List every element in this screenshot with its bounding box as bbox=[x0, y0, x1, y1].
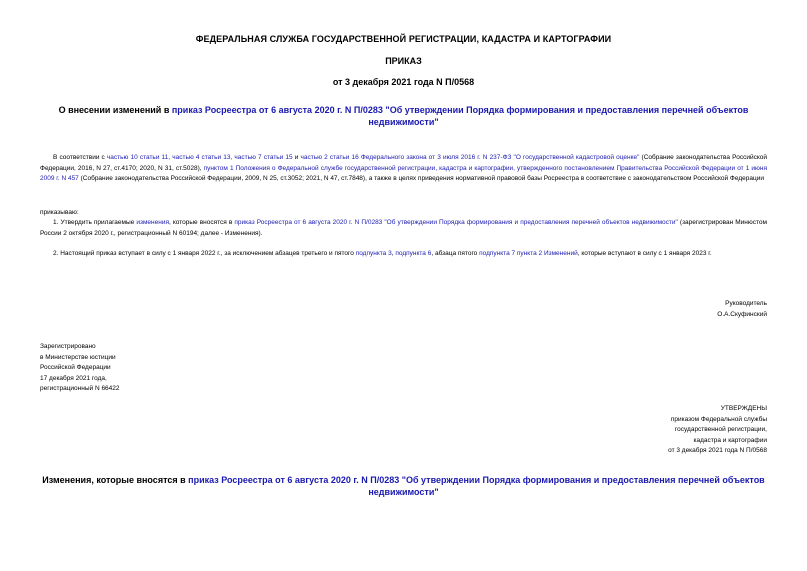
approved-line: кадастра и картографии bbox=[693, 436, 767, 444]
p3-text-2: , bbox=[391, 250, 396, 257]
approved-line: государственной регистрации, bbox=[674, 426, 767, 433]
approved-block bbox=[668, 404, 767, 457]
paragraph-item-1 bbox=[40, 218, 767, 239]
order-title-link[interactable]: приказ Росреестра от 6 августа 2020 г. N П/0283 "Об утверждении Порядка формирования и предоставления перечней объектов недвижимости" bbox=[171, 105, 749, 127]
p1-text-2: и bbox=[292, 154, 301, 161]
p2-link-changes[interactable]: изменения bbox=[136, 219, 169, 226]
p1-text-1: В соответствии с bbox=[53, 154, 107, 161]
p2-text-3: (зарегистрирован Минюстом России 2 октября 2020 г., регистрационный N 60194; далее - Изменения). bbox=[40, 219, 767, 237]
registration-line: регистрационный N 66422 bbox=[40, 385, 120, 392]
changes-title-prefix: Изменения, которые вносятся в bbox=[42, 475, 189, 485]
changes-title-link[interactable]: приказ Росреестра от 6 августа 2020 г. N П/0283 "Об утверждении Порядка формирования и предоставления перечней объектов недвижимости" bbox=[188, 475, 765, 497]
registration-line: в Министерстве юстиции bbox=[40, 353, 116, 361]
p1-link-law-articles[interactable]: частью 10 статьи 11, частью 4 статьи 13, частью 7 статьи 15 bbox=[106, 154, 293, 161]
registration-line: 17 декабря 2021 года, bbox=[40, 374, 107, 382]
p3-link-subitem-7[interactable]: подпункта 7 пункта 2 Изменений bbox=[479, 250, 578, 257]
p2-text-2: , которые вносятся в bbox=[168, 219, 235, 226]
order-title-prefix: О внесении изменений в bbox=[58, 105, 172, 115]
approved-line: УТВЕРЖДЕНЫ bbox=[720, 405, 767, 412]
p3-text-3: , абзаца пятого bbox=[431, 250, 480, 257]
p3-link-subitem-6[interactable]: подпункта 6 bbox=[395, 250, 432, 257]
signature-position: Руководитель bbox=[725, 300, 767, 307]
agency-name: ФЕДЕРАЛЬНАЯ СЛУЖБА ГОСУДАРСТВЕННОЙ РЕГИСТРАЦИИ, КАДАСТРА И КАРТОГРАФИИ bbox=[195, 34, 612, 44]
registration-line: Зарегистрировано bbox=[40, 343, 96, 350]
approved-line: от 3 декабря 2021 года N П/0568 bbox=[668, 447, 767, 454]
p1-text-3: (Собрание законодательства Российской Федерации, 2016, N 27, ст.4170; 2020, N 31, ст.5028), bbox=[40, 154, 767, 172]
approved-line: приказом Федеральной службы bbox=[670, 415, 767, 423]
p1-link-regulation[interactable]: пунктом 1 Положения о Федеральной службе государственной регистрации, кадастра и картографии, утвержденного постановлением Правительства Российской Федерации от 1 июня 2009 г. N 457 bbox=[40, 164, 767, 182]
p1-text-4: (Собрание законодательства Российской Федерации, 2009, N 25, ст.3052; 2021, N 47, ст.7848), а также в целях приведения нормативной правовой базы Росреестра в соответствие с законодательством Российской Федерации bbox=[78, 175, 764, 182]
paragraph-item-2 bbox=[40, 249, 767, 260]
p2-link-order[interactable]: приказ Росреестра от 6 августа 2020 г. N П/0283 "Об утверждении Порядка формирования и предоставления перечней объектов недвижимости" bbox=[234, 219, 678, 226]
signature-name: О.А.Скуфинский bbox=[717, 310, 767, 318]
p1-link-federal-law[interactable]: частью 2 статьи 16 Федерального закона от 3 июля 2016 г. N 237-ФЗ "О государственной кадастровой оценке" bbox=[300, 154, 640, 161]
signature-block bbox=[717, 299, 767, 320]
p3-text-1: 2. Настоящий приказ вступает в силу с 1 января 2022 г., за исключением абзацев третьего и пятого bbox=[53, 250, 356, 257]
prikazyvayu-label: приказываю: bbox=[40, 209, 79, 216]
order-title bbox=[40, 104, 767, 128]
p3-text-4: , которые вступают в силу с 1 января 2023 г. bbox=[577, 250, 712, 257]
registration-block bbox=[40, 342, 120, 395]
changes-title bbox=[40, 474, 767, 498]
p2-text-1: 1. Утвердить прилагаемые bbox=[53, 219, 137, 226]
paragraph-preamble bbox=[40, 153, 767, 185]
document-type: ПРИКАЗ bbox=[385, 56, 422, 66]
p3-link-subitem-3[interactable]: подпункта 3 bbox=[355, 250, 392, 257]
registration-line: Российской Федерации bbox=[40, 364, 111, 371]
document-date-number: от 3 декабря 2021 года N П/0568 bbox=[332, 77, 475, 87]
